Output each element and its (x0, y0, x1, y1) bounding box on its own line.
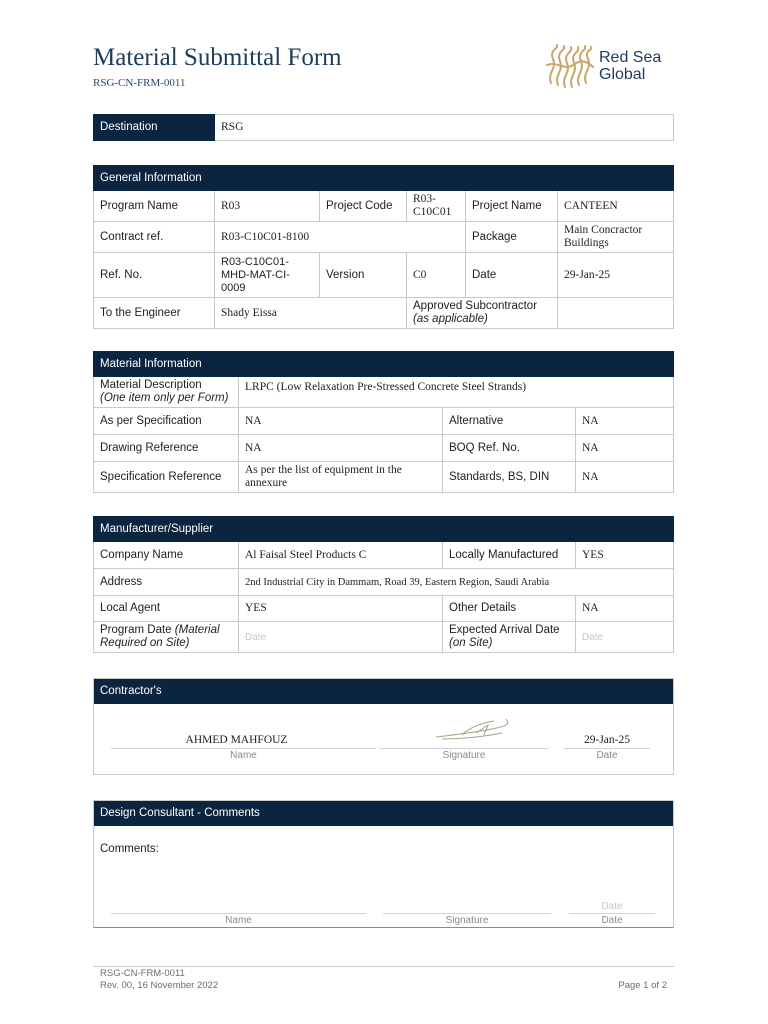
drawing-reference-value: NA (239, 435, 443, 462)
logo-text: Red Sea Global (599, 49, 662, 83)
local-agent-label: Local Agent (94, 596, 239, 622)
expected-arrival-placeholder: Date (582, 631, 604, 643)
comments-field[interactable] (100, 859, 668, 899)
section-heading-manufacturer: Manufacturer/Supplier (94, 517, 674, 542)
program-date-note: (Material Required on Site) (100, 624, 220, 649)
locally-manufactured-value: YES (576, 542, 674, 569)
contractor-date-caption: Date (596, 750, 618, 761)
address-value: 2nd Industrial City in Dammam, Road 39, Eastern Region, Saudi Arabia (239, 569, 674, 596)
general-information-table (93, 165, 674, 329)
contractor-name-caption: Name (230, 750, 257, 761)
address-label: Address (94, 569, 239, 596)
consultant-signature-field[interactable] (383, 913, 551, 914)
other-details-value: NA (576, 596, 674, 622)
company-logo (543, 43, 678, 91)
material-information-table (93, 351, 674, 493)
consultant-date-caption: Date (601, 915, 623, 926)
local-agent-value: YES (239, 596, 443, 622)
subcontractor-note: (as applicable) (413, 313, 488, 325)
program-date-field[interactable] (239, 622, 443, 653)
project-code-label: Project Code (320, 191, 407, 222)
destination-value: RSG (215, 115, 674, 141)
program-date-label: Program Date (Material Required on Site) (94, 622, 239, 653)
contractor-date: 29-Jan-25 (584, 734, 630, 746)
project-name-label: Project Name (466, 191, 558, 222)
standards-value: NA (576, 462, 674, 493)
engineer-value: Shady Eissa (215, 298, 407, 329)
subcontractor-label: Approved Subcontractor (as applicable) (407, 298, 558, 329)
destination-label: Destination (94, 115, 215, 141)
consultant-date-field[interactable] (569, 913, 655, 914)
destination-table (93, 114, 674, 141)
ref-no-value: R03-C10C01-MHD-MAT-CI-0009 (215, 253, 320, 298)
version-label: Version (320, 253, 407, 298)
manufacturer-table (93, 516, 674, 653)
subcontractor-value (558, 298, 674, 329)
spec-reference-label: Specification Reference (94, 462, 239, 493)
locally-manufactured-label: Locally Manufactured (443, 542, 576, 569)
comments-label: Comments: (100, 843, 159, 855)
footer-form-code: RSG-CN-FRM-0011 (100, 968, 185, 979)
consultant-name-caption: Name (225, 915, 252, 926)
consultant-name-field[interactable] (111, 913, 366, 914)
other-details-label: Other Details (443, 596, 576, 622)
project-name-value: CANTEEN (558, 191, 674, 222)
drawing-reference-label: Drawing Reference (94, 435, 239, 462)
boq-value: NA (576, 435, 674, 462)
consultant-date-placeholder: Date (601, 901, 623, 912)
program-date-placeholder: Date (245, 631, 267, 643)
ref-no-label: Ref. No. (94, 253, 215, 298)
package-value: Main Concractor Buildings (558, 222, 674, 253)
section-heading-consultant: Design Consultant - Comments (94, 801, 673, 826)
contractor-section (93, 678, 674, 775)
engineer-label: To the Engineer (94, 298, 215, 329)
consultant-section (93, 800, 674, 928)
page-title: Material Submittal Form (93, 44, 342, 71)
spec-label: As per Specification (94, 408, 239, 435)
program-name-label: Program Name (94, 191, 215, 222)
spec-value: NA (239, 408, 443, 435)
contract-ref-value: R03-C10C01-8100 (215, 222, 466, 253)
red-sea-logo-icon (543, 43, 595, 91)
alternative-value: NA (576, 408, 674, 435)
section-heading-material: Material Information (94, 352, 674, 377)
form-code: RSG-CN-FRM-0011 (93, 77, 186, 89)
contract-ref-label: Contract ref. (94, 222, 215, 253)
footer-revision: Rev. 00, 16 November 2022 (100, 980, 219, 991)
boq-label: BOQ Ref. No. (443, 435, 576, 462)
footer-left (100, 968, 218, 992)
contractor-signature-caption: Signature (442, 750, 486, 761)
company-name-label: Company Name (94, 542, 239, 569)
expected-arrival-field[interactable] (576, 622, 674, 653)
page-number: Page 1 of 2 (618, 980, 667, 991)
material-description-value: LRPC (Low Relaxation Pre-Stressed Concrete Steel Strands) (239, 377, 674, 408)
spec-reference-value: As per the list of equipment in the annexure (239, 462, 443, 493)
standards-label: Standards, BS, DIN (443, 462, 576, 493)
date-label: Date (466, 253, 558, 298)
version-value: C0 (407, 253, 466, 298)
program-name-value: R03 (215, 191, 320, 222)
consultant-signature-caption: Signature (445, 915, 489, 926)
expected-arrival-note: (on Site) (449, 637, 493, 649)
company-name-value: Al Faisal Steel Products C (239, 542, 443, 569)
alternative-label: Alternative (443, 408, 576, 435)
section-heading-general: General Information (94, 166, 674, 191)
contractor-signature-icon (432, 715, 514, 743)
package-label: Package (466, 222, 558, 253)
section-heading-contractor: Contractor's (94, 679, 673, 704)
expected-arrival-label: Expected Arrival Date (on Site) (443, 622, 576, 653)
material-description-note: (One item only per Form) (100, 392, 229, 404)
date-value: 29-Jan-25 (558, 253, 674, 298)
material-description-label: Material Description (One item only per Form) (94, 377, 239, 408)
contractor-name: AHMED MAHFOUZ (185, 734, 288, 746)
project-code-value: R03-C10C01 (407, 191, 466, 222)
